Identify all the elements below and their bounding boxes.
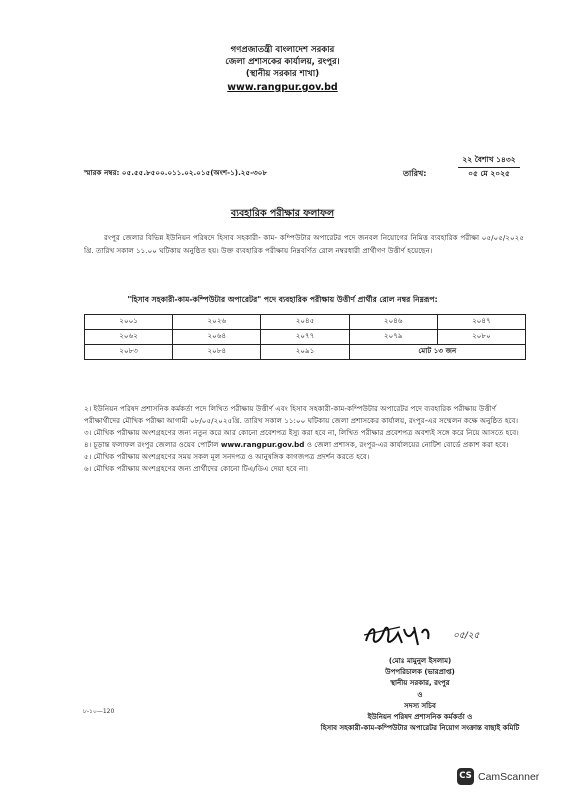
note-4-prefix: ৪। চূড়ান্ত ফলাফল রংপুর জেলার ওয়েব পোর্টাল	[84, 440, 219, 449]
intro-paragraph: রংপুর জেলার বিভিন্ন ইউনিয়ন পরিষদে হিসাব সহকারী- কাম- কম্পিউটার অপারেটর পদে জনবল নিয়োগের নিমিত্ত ব্যবহারিক পরীক্ষা ০৫/০৫/২০২৫ খ্রি. তারিখ সকাল ১১.০০ ঘটিকায় অনুষ্ঠিত হয়। উক্ত ব্যবহারিক পরীক্ষায় নিম্নবর্ণিত রোল নম্বরধারী প্রার্থীগণ উত্তীর্ণ হয়েছেন।	[84, 233, 524, 255]
branch-name: (স্থানীয় সরকার শাখা)	[245, 69, 320, 79]
note-4-suffix: ও জেলা প্রশাসক, রংপুর-এর কার্যালয়ের নোটিশ বোর্ডে প্রকাশ করা হবে।	[306, 440, 509, 449]
roll-cell: ২০৪৫	[261, 315, 349, 330]
note-4	[84, 439, 526, 451]
footer-code: ৮-১০—120	[83, 708, 115, 715]
table-row	[85, 345, 526, 360]
roll-cell: ২০৪৭	[437, 315, 525, 330]
roll-table	[84, 314, 526, 360]
roll-cell: ২০০১	[85, 315, 173, 330]
signatory-designation: উপপরিচালক (ভারপ্রাপ্ত)	[385, 668, 455, 677]
table-row	[85, 330, 526, 345]
date-label: তারিখ:	[403, 169, 427, 178]
signature-date: ০৫/২৫	[453, 631, 480, 641]
table-row	[85, 315, 526, 330]
notes-section	[84, 403, 526, 475]
roll-cell: ২০৬৪	[173, 330, 261, 345]
date-block	[458, 154, 520, 180]
note-3: ৩। মৌখিক পরীক্ষায় অংশগ্রহণের জন্য নতুন করে আর কোনো প্রবেশপত্র ইস্যু করা হবে না, লিখিত পরীক্ষার প্রবেশপত্র অবশ্যই সঙ্গে করে নিয়ে আসতে হবে।	[84, 428, 519, 437]
website-link-wrap	[0, 82, 565, 94]
camscanner-brand: CamScanner	[478, 771, 540, 783]
govt-name: গণপ্রজাতন্ত্রী বাংলাদেশ সরকার	[230, 45, 335, 55]
roll-cell: ২০৮০	[437, 330, 525, 345]
website-link[interactable]: www.rangpur.gov.bd	[227, 82, 338, 93]
roll-cell: ২০৯১	[261, 345, 349, 360]
signatory-office: স্থানীয় সরকার, রংপুর	[390, 679, 450, 688]
roll-cell: ২০৮৪	[173, 345, 261, 360]
total-cell: মোট ১৩ জন	[349, 345, 525, 360]
memo-number: স্মারক নম্বর: ০৫.৫৫.৮৫০০.০১১.০২.০১৫(অংশ-১).২৫-৩০৮	[84, 168, 268, 177]
camscanner-logo-icon: CS	[457, 768, 474, 785]
roll-cell: ২০৬২	[85, 330, 173, 345]
signatory-name: (মোঃ মামুনুল ইসলাম)	[388, 657, 452, 665]
office-name: জেলা প্রশাসকের কার্যালয়, রংপুর।	[225, 57, 340, 67]
table-caption: "হিসাব সহকারী-কাম-কম্পিউটার অপারেটর" পদে ব্যবহারিক পরীক্ষায় উত্তীর্ণ প্রার্থীর রোল নম্বর নিম্নরূপ:	[127, 295, 438, 304]
signatory-role: সদস্য সচিব	[404, 701, 436, 710]
note-5: ৫। মৌখিক পরীক্ষায় অংশগ্রহণের সময় সকল মূল সনদপত্র ও আনুষঙ্গিক কাগজপত্র প্রদর্শন করতে হবে।	[84, 452, 370, 461]
note-4-url[interactable]: www.rangpur.gov.bd	[220, 440, 305, 449]
roll-cell: ২০৭৭	[261, 330, 349, 345]
roll-cell: ২০৮৩	[85, 345, 173, 360]
signatory-and: ও	[417, 690, 423, 699]
roll-cell: ২০৭৯	[349, 330, 437, 345]
roll-cell: ২০২৬	[173, 315, 261, 330]
note-2: ২। ইউনিয়ন পরিষদ প্রশাসনিক কর্মকর্তা পদে লিখিত পরীক্ষায় উত্তীর্ণ এবং হিসাব সহকারী-কাম-কম্পিউটার অপারেটর পদে ব্যবহারিক পরীক্ষায় উত্তীর্ণ পরীক্ষার্থীদের মৌখিক পরীক্ষা আগামী ০৮/০৫/২০২৫খ্রি. তারিখ সকাল ১১:০০ ঘটিকায় জেলা প্রশাসকের কার্যালয়, রংপুর-এর সম্মেলন কক্ষে অনুষ্ঠিত হবে।	[84, 404, 519, 425]
result-title: ব্যবহারিক পরীক্ষার ফলাফল	[230, 208, 335, 219]
roll-cell: ২০৪৬	[349, 315, 437, 330]
signatory-block	[300, 656, 540, 734]
date-bangla: ২২ বৈশাখ ১৪৩২	[458, 154, 520, 168]
date-english: ০৫ মে ২০২৫	[468, 169, 510, 178]
committee-line-2: হিসাব সহকারী-কাম-কম্পিউটার অপারেটর নিয়োগ সংক্রান্ত বাছাই কমিটি	[320, 724, 520, 733]
committee-line-1: ইউনিয়ন পরিষদ প্রশাসনিক কর্মকর্তা ও	[367, 713, 473, 722]
note-6: ৬। মৌখিক পরীক্ষায় অংশগ্রহণের জন্য প্রার্থীদের কোনো টিএ/ডিএ দেয়া হবে না।	[84, 464, 308, 473]
